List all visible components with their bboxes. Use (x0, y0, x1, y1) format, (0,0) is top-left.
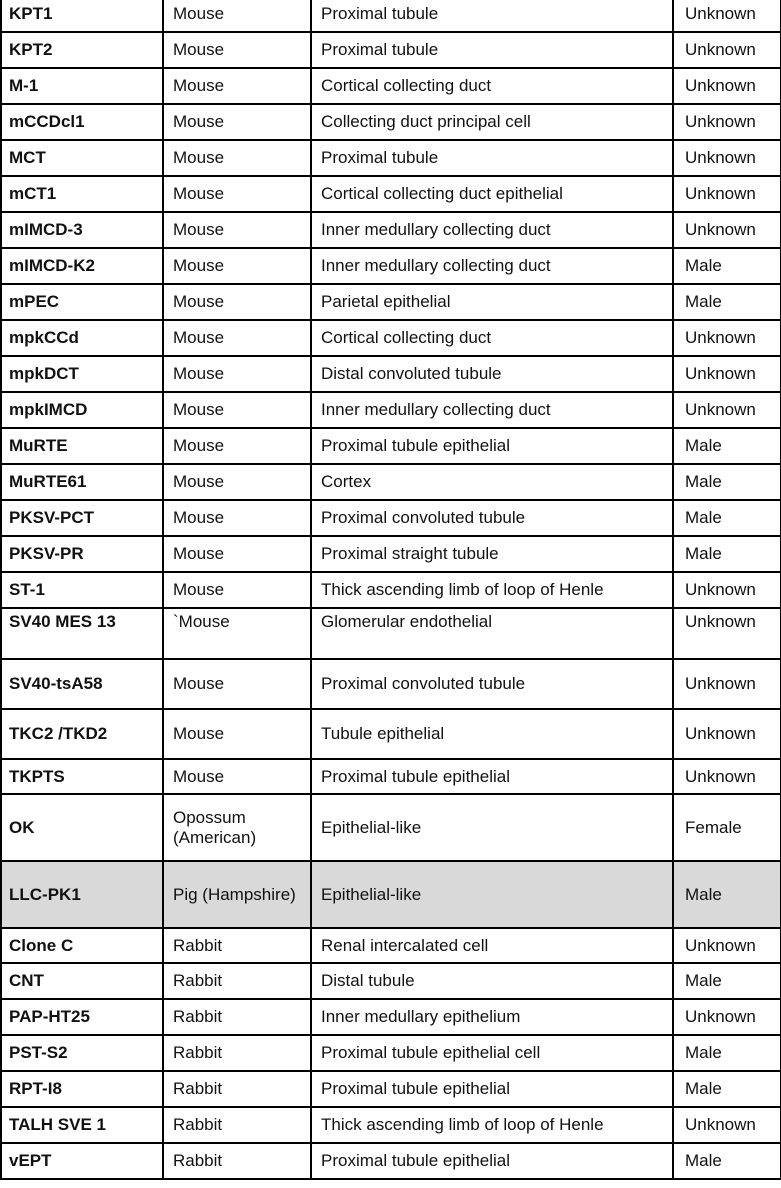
cell-line-name: PKSV-PCT (1, 500, 163, 536)
cell-line-name: MuRTE (1, 428, 163, 464)
tissue-cell: Proximal tubule (311, 32, 673, 68)
tissue-cell: Distal convoluted tubule (311, 356, 673, 392)
species-cell: Mouse (163, 284, 311, 320)
tissue-cell: Proximal tubule (311, 140, 673, 176)
table-row (1, 999, 781, 1035)
species-cell: Mouse (163, 356, 311, 392)
cell-line-name: TALH SVE 1 (1, 1107, 163, 1143)
tissue-cell: Inner medullary collecting duct (311, 212, 673, 248)
sex-cell: Unknown (673, 356, 781, 392)
table-row (1, 536, 781, 572)
sex-cell: Male (673, 536, 781, 572)
species-cell: Rabbit (163, 963, 311, 999)
table-row (1, 1071, 781, 1107)
table-row (1, 140, 781, 176)
tissue-cell: Distal tubule (311, 963, 673, 999)
cell-line-name: MuRTE61 (1, 464, 163, 500)
cell-line-name: OK (1, 794, 163, 861)
tissue-cell: Parietal epithelial (311, 284, 673, 320)
sex-cell: Unknown (673, 0, 781, 32)
table-row (1, 32, 781, 68)
species-cell: Mouse (163, 212, 311, 248)
cell-line-name: SV40-tsA58 (1, 659, 163, 709)
tissue-cell: Tubule epithelial (311, 709, 673, 759)
species-cell: Mouse (163, 320, 311, 356)
cell-line-name: TKPTS (1, 759, 163, 794)
table-row (1, 320, 781, 356)
sex-cell: Female (673, 794, 781, 861)
cell-line-name: RPT-I8 (1, 1071, 163, 1107)
sex-cell: Male (673, 284, 781, 320)
table-row (1, 0, 781, 32)
tissue-cell: Proximal convoluted tubule (311, 500, 673, 536)
tissue-cell: Proximal convoluted tubule (311, 659, 673, 709)
table-row (1, 1035, 781, 1071)
sex-cell: Unknown (673, 709, 781, 759)
species-cell: Mouse (163, 428, 311, 464)
sex-cell: Unknown (673, 659, 781, 709)
tissue-cell: Collecting duct principal cell (311, 104, 673, 140)
sex-cell: Unknown (673, 392, 781, 428)
cell-line-name: ST-1 (1, 572, 163, 608)
tissue-cell: Cortical collecting duct epithelial (311, 176, 673, 212)
cell-line-name: SV40 MES 13 (1, 608, 163, 659)
table-row (1, 212, 781, 248)
species-cell: Mouse (163, 392, 311, 428)
sex-cell: Male (673, 1035, 781, 1071)
table-row (1, 104, 781, 140)
species-cell: Mouse (163, 464, 311, 500)
sex-cell: Unknown (673, 176, 781, 212)
table-row (1, 928, 781, 963)
tissue-cell: Proximal straight tubule (311, 536, 673, 572)
cell-line-name: vEPT (1, 1143, 163, 1179)
table-row (1, 963, 781, 999)
sex-cell: Male (673, 464, 781, 500)
cell-line-name: Clone C (1, 928, 163, 963)
sex-cell: Male (673, 428, 781, 464)
tissue-cell: Cortex (311, 464, 673, 500)
sex-cell: Male (673, 1143, 781, 1179)
species-cell: Mouse (163, 659, 311, 709)
cell-line-name: PAP-HT25 (1, 999, 163, 1035)
tissue-cell: Proximal tubule epithelial (311, 759, 673, 794)
table-row (1, 861, 781, 928)
sex-cell: Unknown (673, 32, 781, 68)
tissue-cell: Inner medullary collecting duct (311, 392, 673, 428)
table-row (1, 68, 781, 104)
tissue-cell: Inner medullary epithelium (311, 999, 673, 1035)
species-cell: Mouse (163, 536, 311, 572)
species-cell: Mouse (163, 140, 311, 176)
tissue-cell: Proximal tubule epithelial (311, 1143, 673, 1179)
table-row (1, 500, 781, 536)
table-row (1, 1107, 781, 1143)
species-cell: Mouse (163, 572, 311, 608)
species-cell: Mouse (163, 68, 311, 104)
species-cell: Rabbit (163, 1143, 311, 1179)
sex-cell: Male (673, 861, 781, 928)
cell-line-name: LLC-PK1 (1, 861, 163, 928)
cell-line-name: TKC2 /TKD2 (1, 709, 163, 759)
species-cell: Rabbit (163, 999, 311, 1035)
tissue-cell: Proximal tubule epithelial cell (311, 1035, 673, 1071)
sex-cell: Male (673, 963, 781, 999)
cell-line-name: mpkIMCD (1, 392, 163, 428)
sex-cell: Unknown (673, 320, 781, 356)
table-row (1, 1143, 781, 1179)
table-body (1, 0, 781, 1179)
tissue-cell: Epithelial-like (311, 861, 673, 928)
species-cell: Mouse (163, 709, 311, 759)
species-cell: Mouse (163, 176, 311, 212)
species-cell: `Mouse (163, 608, 311, 659)
cell-line-name: KPT2 (1, 32, 163, 68)
sex-cell: Male (673, 500, 781, 536)
sex-cell: Unknown (673, 1107, 781, 1143)
table-row (1, 794, 781, 861)
tissue-cell: Renal intercalated cell (311, 928, 673, 963)
table-row (1, 759, 781, 794)
species-cell: Mouse (163, 759, 311, 794)
table-row (1, 248, 781, 284)
table-row (1, 464, 781, 500)
table-row (1, 572, 781, 608)
species-cell: Rabbit (163, 1071, 311, 1107)
species-cell: Mouse (163, 104, 311, 140)
sex-cell: Unknown (673, 104, 781, 140)
cell-line-name: KPT1 (1, 0, 163, 32)
sex-cell: Unknown (673, 928, 781, 963)
species-cell: Rabbit (163, 1107, 311, 1143)
cell-line-name: PKSV-PR (1, 536, 163, 572)
species-cell: Mouse (163, 0, 311, 32)
cell-line-name: M-1 (1, 68, 163, 104)
sex-cell: Male (673, 248, 781, 284)
species-cell: Mouse (163, 500, 311, 536)
cell-line-name: mIMCD-3 (1, 212, 163, 248)
cell-line-name: mPEC (1, 284, 163, 320)
cell-line-name: mpkDCT (1, 356, 163, 392)
sex-cell: Unknown (673, 68, 781, 104)
tissue-cell: Cortical collecting duct (311, 320, 673, 356)
sex-cell: Unknown (673, 140, 781, 176)
table-row (1, 659, 781, 709)
tissue-cell: Cortical collecting duct (311, 68, 673, 104)
sex-cell: Unknown (673, 999, 781, 1035)
tissue-cell: Glomerular endothelial (311, 608, 673, 659)
sex-cell: Unknown (673, 759, 781, 794)
tissue-cell: Epithelial-like (311, 794, 673, 861)
cell-line-name: mIMCD-K2 (1, 248, 163, 284)
table-row (1, 176, 781, 212)
species-cell: Rabbit (163, 1035, 311, 1071)
species-cell: Rabbit (163, 928, 311, 963)
species-cell: Opossum (American) (163, 794, 311, 861)
sex-cell: Unknown (673, 572, 781, 608)
table-row (1, 428, 781, 464)
sex-cell: Male (673, 1071, 781, 1107)
species-cell: Pig (Hampshire) (163, 861, 311, 928)
species-cell: Mouse (163, 32, 311, 68)
tissue-cell: Proximal tubule epithelial (311, 428, 673, 464)
cell-line-name: CNT (1, 963, 163, 999)
table-row (1, 709, 781, 759)
cell-line-name: PST-S2 (1, 1035, 163, 1071)
table-row (1, 392, 781, 428)
cell-line-name: mpkCCd (1, 320, 163, 356)
tissue-cell: Proximal tubule epithelial (311, 1071, 673, 1107)
cell-line-name: mCT1 (1, 176, 163, 212)
cell-line-name: mCCDcl1 (1, 104, 163, 140)
table-row (1, 608, 781, 659)
tissue-cell: Thick ascending limb of loop of Henle (311, 1107, 673, 1143)
table-row (1, 284, 781, 320)
species-cell: Mouse (163, 248, 311, 284)
sex-cell: Unknown (673, 212, 781, 248)
tissue-cell: Thick ascending limb of loop of Henle (311, 572, 673, 608)
cell-line-name: MCT (1, 140, 163, 176)
tissue-cell: Inner medullary collecting duct (311, 248, 673, 284)
table-row (1, 356, 781, 392)
tissue-cell: Proximal tubule (311, 0, 673, 32)
sex-cell: Unknown (673, 608, 781, 659)
